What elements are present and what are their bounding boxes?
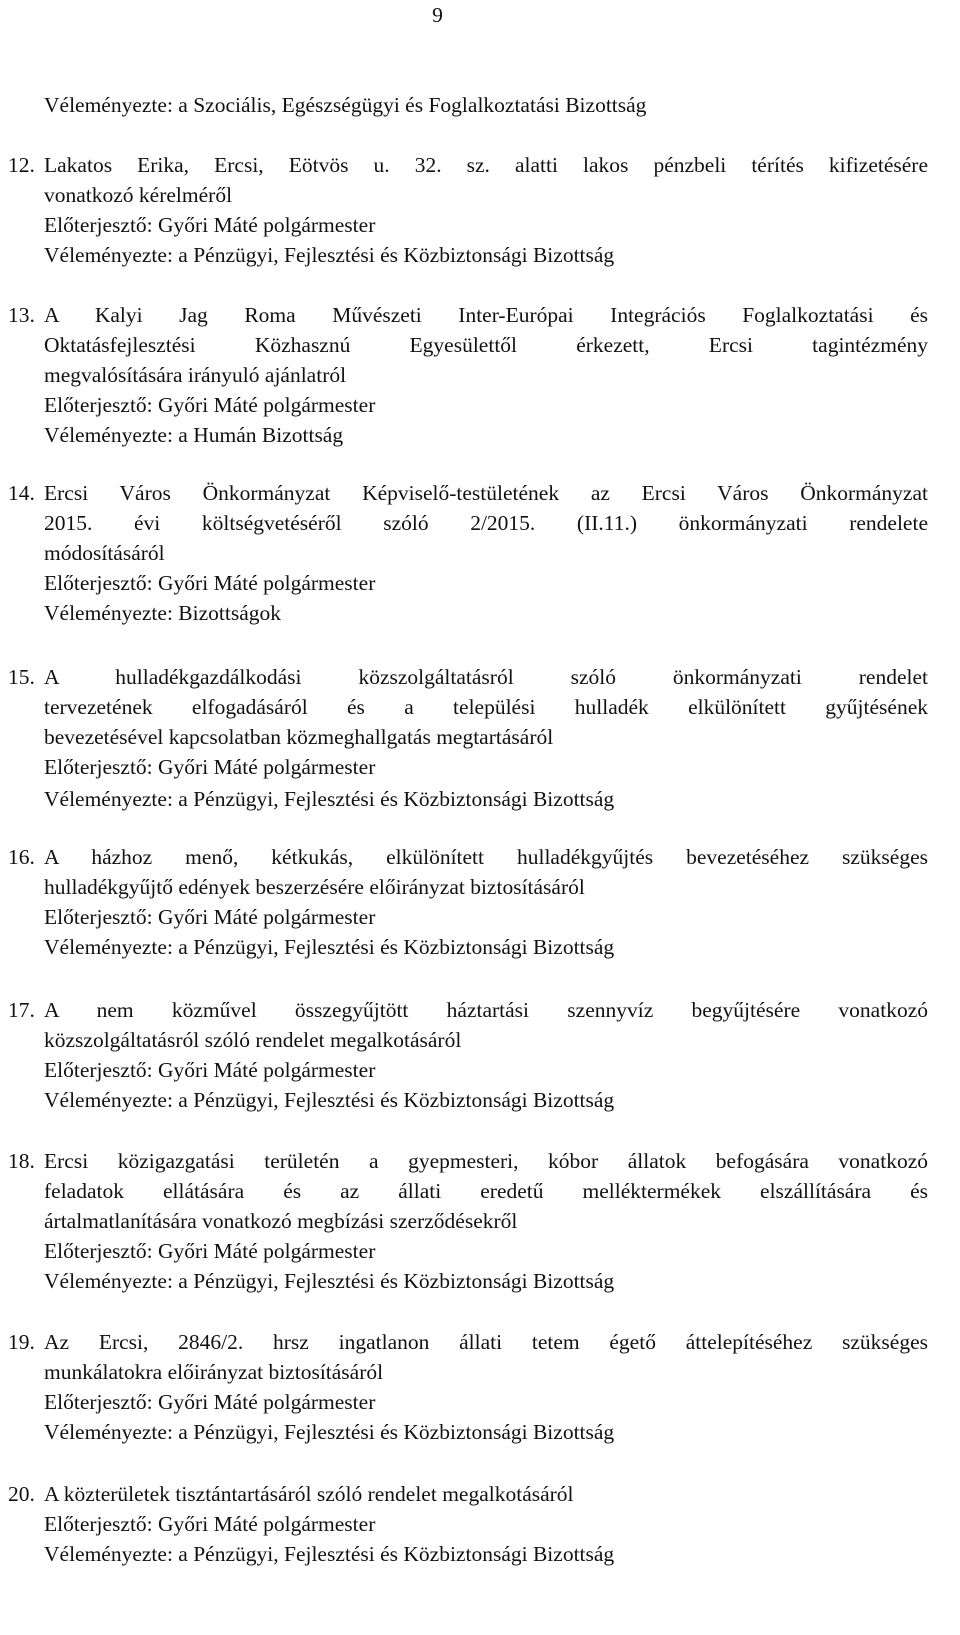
item-reviewer: Véleményezte: a Pénzügyi, Fejlesztési és Közbiztonsági Bizottság (44, 1088, 615, 1112)
item-title-line: módosításáról (44, 541, 165, 565)
item-reviewer: Véleményezte: a Pénzügyi, Fejlesztési és Közbiztonsági Bizottság (44, 243, 615, 267)
item-number: 19. (8, 1330, 35, 1354)
item-number: 20. (8, 1482, 35, 1506)
item-title-line: A közterületek tisztántartásáról szóló rendelet megalkotásáról (44, 1482, 574, 1506)
item-title-line: A nem közművel összegyűjtött háztartási szennyvíz begyűjtésére vonatkozó (44, 998, 928, 1022)
item-title-line: megvalósítására irányuló ajánlatról (44, 363, 347, 387)
item-number: 12. (8, 153, 35, 177)
item-title-line: 2015. évi költségvetéséről szóló 2/2015. (II.11.) önkormányzati rendelete (44, 511, 928, 535)
item-number: 18. (8, 1149, 35, 1173)
item-reviewer: Véleményezte: a Pénzügyi, Fejlesztési és Közbiztonsági Bizottság (44, 1542, 615, 1566)
item-title-line: közszolgáltatásról szóló rendelet megalkotásáról (44, 1028, 462, 1052)
item-reviewer: Véleményezte: Bizottságok (44, 601, 282, 625)
item-presenter: Előterjesztő: Győri Máté polgármester (44, 393, 376, 417)
item-number: 16. (8, 845, 35, 869)
item-reviewer: Véleményezte: a Pénzügyi, Fejlesztési és Közbiztonsági Bizottság (44, 787, 615, 811)
item-title-line: hulladékgyűjtő edények beszerzésére előirányzat biztosításáról (44, 875, 585, 899)
item-reviewer: Véleményezte: a Pénzügyi, Fejlesztési és Közbiztonsági Bizottság (44, 1420, 615, 1444)
item-title-line: Ercsi Város Önkormányzat Képviselő-testületének az Ercsi Város Önkormányzat (44, 481, 928, 505)
item-title-line: Lakatos Erika, Ercsi, Eötvös u. 32. sz. alatti lakos pénzbeli térítés kifizetésére (44, 153, 928, 177)
item-title-line: Ercsi közigazgatási területén a gyepmesteri, kóbor állatok befogására vonatkozó (44, 1149, 928, 1173)
item-title-line: tervezetének elfogadásáról és a települési hulladék elkülönített gyűjtésének (44, 695, 928, 719)
item-number: 15. (8, 665, 35, 689)
top-reviewer-line: Véleményezte: a Szociális, Egészségügyi és Foglalkoztatási Bizottság (44, 93, 647, 117)
item-title-line: A hulladékgazdálkodási közszolgáltatásról szóló önkormányzati rendelet (44, 665, 928, 689)
item-title-line: A Kalyi Jag Roma Művészeti Inter-Európai Integrációs Foglalkoztatási és (44, 303, 928, 327)
item-presenter: Előterjesztő: Győri Máté polgármester (44, 755, 376, 779)
item-presenter: Előterjesztő: Győri Máté polgármester (44, 905, 376, 929)
item-number: 17. (8, 998, 35, 1022)
item-title-line: ártalmatlanítására vonatkozó megbízási szerződésekről (44, 1209, 518, 1233)
item-presenter: Előterjesztő: Győri Máté polgármester (44, 1390, 376, 1414)
item-presenter: Előterjesztő: Győri Máté polgármester (44, 571, 376, 595)
item-reviewer: Véleményezte: a Pénzügyi, Fejlesztési és Közbiztonsági Bizottság (44, 1269, 615, 1293)
item-title-line: bevezetésével kapcsolatban közmeghallgatás megtartásáról (44, 725, 554, 749)
item-title-line: munkálatokra előirányzat biztosításáról (44, 1360, 384, 1384)
item-presenter: Előterjesztő: Győri Máté polgármester (44, 1058, 376, 1082)
item-number: 14. (8, 481, 35, 505)
item-title-line: feladatok ellátására és az állati eredetű melléktermékek elszállítására és (44, 1179, 928, 1203)
item-title-line: A házhoz menő, kétkukás, elkülönített hulladékgyűjtés bevezetéséhez szükséges (44, 845, 928, 869)
item-title-line: Az Ercsi, 2846/2. hrsz ingatlanon állati tetem égető áttelepítéséhez szükséges (44, 1330, 928, 1354)
item-presenter: Előterjesztő: Győri Máté polgármester (44, 1239, 376, 1263)
item-reviewer: Véleményezte: a Pénzügyi, Fejlesztési és Közbiztonsági Bizottság (44, 935, 615, 959)
item-reviewer: Véleményezte: a Humán Bizottság (44, 423, 344, 447)
page-number: 9 (432, 3, 443, 27)
item-presenter: Előterjesztő: Győri Máté polgármester (44, 1512, 376, 1536)
item-title-line: Oktatásfejlesztési Közhasznú Egyesülettől érkezett, Ercsi tagintézmény (44, 333, 928, 357)
item-title-line: vonatkozó kérelméről (44, 183, 233, 207)
item-presenter: Előterjesztő: Győri Máté polgármester (44, 213, 376, 237)
item-number: 13. (8, 303, 35, 327)
